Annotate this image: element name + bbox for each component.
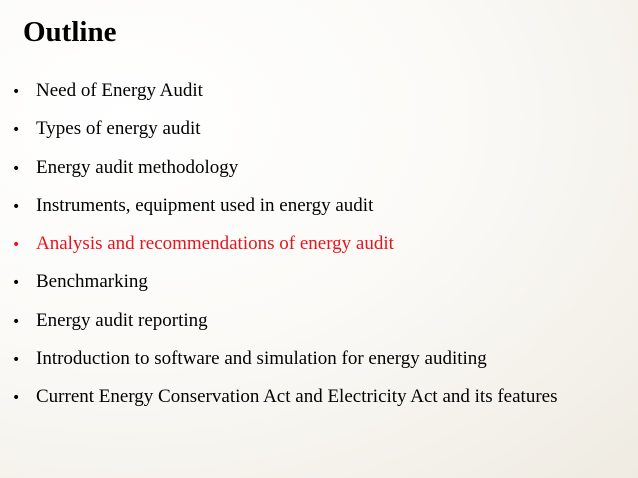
bullet-icon: • [12, 352, 21, 369]
bullet-icon: • [12, 237, 21, 254]
bullet-text: Need of Energy Audit [36, 80, 203, 101]
bullet-item [12, 72, 557, 110]
bullet-text: Introduction to software and simulation for energy auditing [36, 348, 487, 370]
bullet-icon: • [12, 160, 21, 177]
bullet-item [12, 378, 557, 416]
bullet-icon: • [12, 84, 21, 100]
bullet-icon: • [12, 275, 21, 292]
bullet-text: Benchmarking [36, 271, 148, 293]
bullet-text: Instruments, equipment used in energy audit [36, 194, 374, 216]
bullet-item [12, 263, 557, 301]
bullet-item [12, 110, 557, 148]
bullet-list [12, 72, 557, 417]
bullet-icon: • [12, 390, 21, 407]
bullet-text: Energy audit reporting [36, 309, 208, 331]
bullet-item [12, 149, 557, 187]
bullet-text: Energy audit methodology [36, 156, 239, 178]
bullet-item-highlighted [12, 225, 557, 263]
bullet-item [12, 187, 557, 225]
bullet-item [12, 302, 557, 340]
bullet-text: Analysis and recommendations of energy audit [36, 233, 394, 255]
bullet-icon: • [12, 198, 21, 215]
slide-title: Outline [23, 16, 117, 48]
bullet-icon: • [12, 122, 21, 139]
bullet-item [12, 340, 557, 378]
bullet-text: Types of energy audit [36, 118, 201, 140]
bullet-icon: • [12, 313, 21, 330]
bullet-text: Current Energy Conservation Act and Electricity Act and its features [36, 386, 558, 408]
